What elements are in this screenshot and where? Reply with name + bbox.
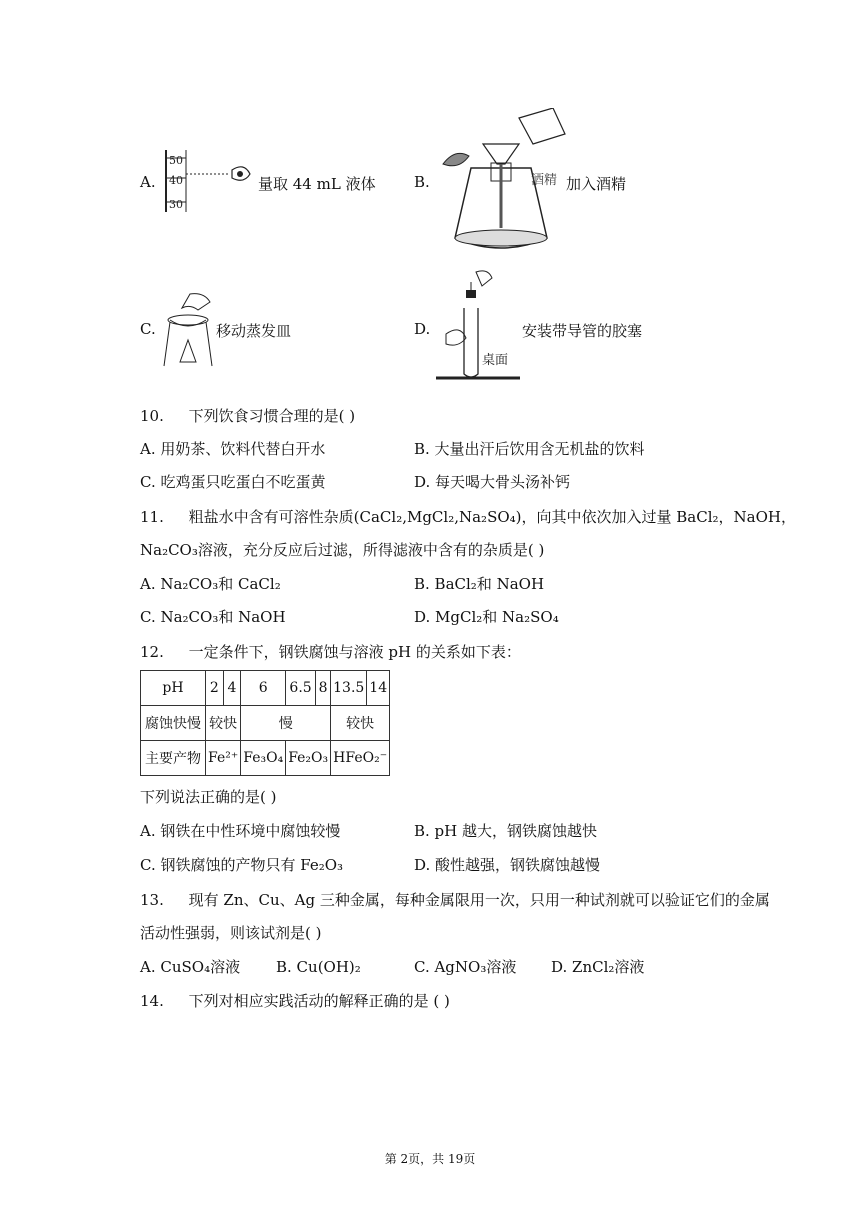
table-cell: 较快 [331, 706, 390, 741]
svg-text:桌面: 桌面 [482, 353, 509, 368]
alcohol-lamp-figure [435, 108, 567, 253]
option-label: B. [414, 173, 430, 191]
question-stem-continued: 活动性强弱，则该试剂是( ) [140, 924, 322, 942]
hand-icon [182, 294, 210, 310]
option-d: D. 每天喝大骨头汤补钙 [414, 473, 571, 491]
question-stem: 现有 Zn、Cu、Ag 三种金属，每种金属限用一次，只用一种试剂就可以验证它们的金属 [188, 891, 770, 909]
table-cell: 13.5 [331, 671, 367, 706]
option-b: B. pH 越大，钢铁腐蚀越快 [414, 822, 598, 840]
question-stem: 下列对相应实践活动的解释正确的是 ( ) [188, 992, 450, 1010]
option-b: B. BaCl₂和 NaOH [414, 575, 545, 593]
table-cell: pH [141, 671, 206, 706]
table-cell: 6 [241, 671, 286, 706]
question-number: 12. [140, 643, 164, 661]
ph-corrosion-table [140, 670, 390, 776]
option-label: D. [414, 320, 431, 338]
table-cell: 8 [315, 671, 330, 706]
option-d: D. ZnCl₂溶液 [551, 958, 645, 976]
question-sub-stem: 下列说法正确的是( ) [140, 788, 277, 806]
hand-icon [476, 271, 492, 286]
hand-icon [446, 330, 466, 345]
table-cell: 2 [206, 671, 224, 706]
question-number: 11. [140, 508, 164, 526]
table-row [141, 671, 390, 706]
table-cell: Fe₃O₄ [241, 741, 286, 776]
svg-text:40: 40 [169, 174, 183, 187]
option-a: A. 钢铁在中性环境中腐蚀较慢 [140, 822, 341, 840]
question-stem: 下列饮食习惯合理的是( ) [188, 407, 356, 425]
option-a: A. Na₂CO₃和 CaCl₂ [140, 575, 281, 593]
beaker-icon [519, 108, 565, 144]
table-cell: HFeO₂⁻ [331, 741, 390, 776]
option-c: C. 钢铁腐蚀的产物只有 Fe₂O₃ [140, 856, 344, 874]
option-c: C. AgNO₃溶液 [414, 958, 517, 976]
option-caption: 移动蒸发皿 [216, 322, 292, 340]
question-number: 14. [140, 992, 164, 1010]
question-number: 10. [140, 407, 164, 425]
option-label: A. [140, 173, 156, 191]
option-a: A. CuSO₄溶液 [140, 958, 241, 976]
option-b: B. Cu(OH)₂ [276, 958, 361, 976]
option-b: B. 大量出汗后饮用含无机盐的饮料 [414, 440, 645, 458]
table-cell: Fe²⁺ [206, 741, 241, 776]
funnel-icon [483, 144, 519, 164]
evaporating-dish-figure [160, 290, 216, 370]
page-footer: 第 2页，共 19页 [384, 1152, 476, 1166]
table-cell: Fe₂O₃ [286, 741, 331, 776]
option-label: C. [140, 320, 156, 338]
svg-text:50: 50 [169, 154, 183, 167]
question-number: 13. [140, 891, 164, 909]
flame-icon [443, 153, 469, 165]
option-d: D. MgCl₂和 Na₂SO₄ [414, 608, 559, 626]
question-stem: 一定条件下，钢铁腐蚀与溶液 pH 的关系如下表： [188, 643, 521, 661]
table-cell: 14 [367, 671, 390, 706]
option-d: D. 酸性越强，钢铁腐蚀越慢 [414, 856, 601, 874]
table-cell: 6.5 [286, 671, 316, 706]
test-tube-figure [436, 268, 520, 384]
table-cell: 主要产物 [141, 741, 206, 776]
svg-text:30: 30 [169, 198, 183, 211]
table-row [141, 706, 390, 741]
table-cell: 腐蚀快慢 [141, 706, 206, 741]
option-c: C. Na₂CO₃和 NaOH [140, 608, 286, 626]
option-caption: 安装带导管的胶塞 [522, 322, 643, 340]
table-cell: 4 [223, 671, 241, 706]
option-caption: 量取 44 mL 液体 [258, 175, 376, 193]
svg-text:酒精: 酒精 [531, 173, 558, 188]
table-row [141, 741, 390, 776]
table-cell: 较快 [206, 706, 241, 741]
table-cell: 慢 [241, 706, 331, 741]
question-stem: 粗盐水中含有可溶性杂质(CaCl₂,MgCl₂,Na₂SO₄)，向其中依次加入过量 BaCl₂，NaOH， [188, 508, 796, 526]
option-a: A. 用奶茶、饮料代替白开水 [140, 440, 326, 458]
question-stem-continued: Na₂CO₃溶液，充分反应后过滤，所得滤液中含有的杂质是( ) [140, 541, 545, 559]
graduated-cylinder-figure [160, 150, 260, 212]
option-caption: 加入酒精 [566, 175, 627, 193]
option-c: C. 吃鸡蛋只吃蛋白不吃蛋黄 [140, 473, 326, 491]
